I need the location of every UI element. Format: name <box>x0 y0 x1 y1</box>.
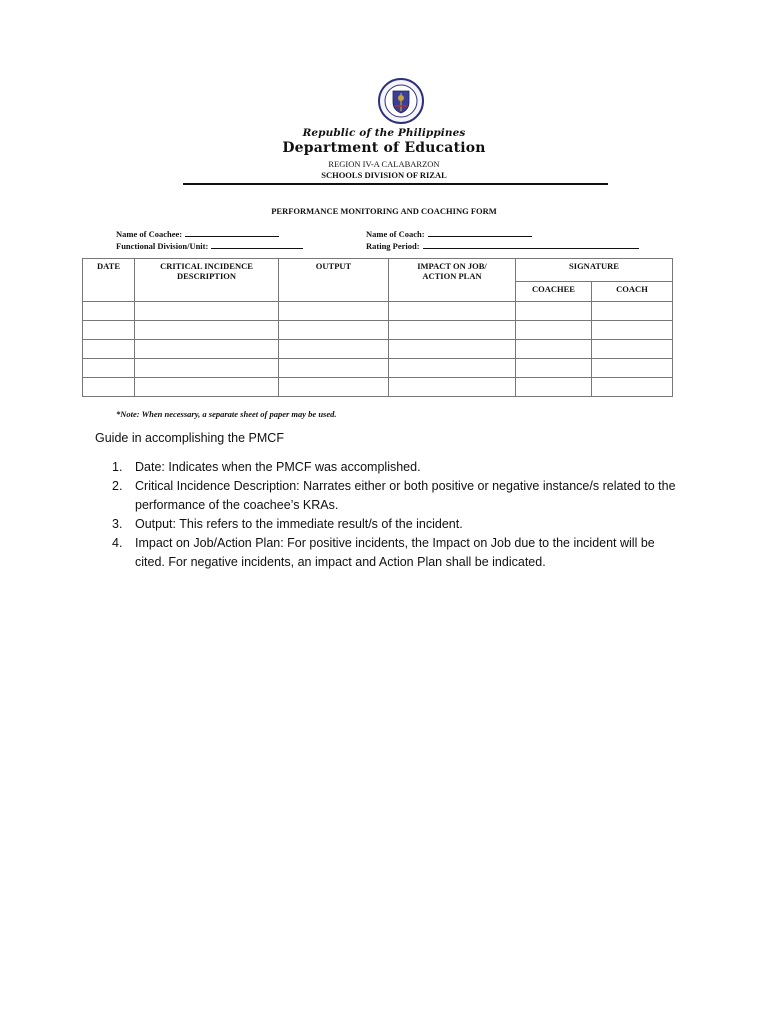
cell-impact[interactable] <box>389 378 516 397</box>
cell-impact[interactable] <box>389 359 516 378</box>
header-critical-line2: DESCRIPTION <box>176 271 237 281</box>
header-coach: COACH <box>592 282 673 302</box>
cell-coach-sign[interactable] <box>592 378 673 397</box>
header-output: OUTPUT <box>279 259 389 302</box>
cell-critical[interactable] <box>135 302 279 321</box>
cell-date[interactable] <box>83 302 135 321</box>
guide-list <box>95 458 680 572</box>
deped-seal-logo <box>378 78 424 124</box>
header-impact-line2: ACTION PLAN <box>422 271 482 281</box>
unit-label: Functional Division/Unit: <box>116 241 209 251</box>
cell-date[interactable] <box>83 321 135 340</box>
unit-field[interactable] <box>116 240 303 251</box>
period-input-line[interactable] <box>423 240 639 249</box>
header-signature: SIGNATURE <box>516 259 673 282</box>
cell-coachee-sign[interactable] <box>516 340 592 359</box>
cell-output[interactable] <box>279 340 389 359</box>
coach-input-line[interactable] <box>428 228 532 237</box>
cell-coach-sign[interactable] <box>592 340 673 359</box>
unit-input-line[interactable] <box>211 240 303 249</box>
cell-coach-sign[interactable] <box>592 359 673 378</box>
guide-item-number: 1. <box>112 460 123 474</box>
header-date: DATE <box>83 259 135 302</box>
cell-output[interactable] <box>279 302 389 321</box>
coachee-label: Name of Coachee: <box>116 229 183 239</box>
guide-item-number: 4. <box>112 536 123 550</box>
cell-coachee-sign[interactable] <box>516 302 592 321</box>
cell-coach-sign[interactable] <box>592 302 673 321</box>
guide-item-text: Date: Indicates when the PMCF was accomplished. <box>135 460 421 474</box>
header-impact-line1: IMPACT ON JOB/ <box>417 261 487 271</box>
period-label: Rating Period: <box>366 241 420 251</box>
table-row <box>83 321 673 340</box>
republic-heading: Republic of the Philippines <box>302 127 466 139</box>
cell-coachee-sign[interactable] <box>516 321 592 340</box>
cell-impact[interactable] <box>389 321 516 340</box>
cell-impact[interactable] <box>389 302 516 321</box>
guide-item <box>95 534 680 572</box>
header-divider <box>183 183 608 185</box>
header-coachee: COACHEE <box>516 282 592 302</box>
cell-coachee-sign[interactable] <box>516 359 592 378</box>
coachee-input-line[interactable] <box>185 228 279 237</box>
cell-critical[interactable] <box>135 359 279 378</box>
header-critical-line1: CRITICAL INCIDENCE <box>160 261 253 271</box>
table-note: *Note: When necessary, a separate sheet of paper may be used. <box>116 409 337 419</box>
guide-item <box>95 458 680 477</box>
guide-item-text: Critical Incidence Description: Narrates either or both positive or negative instance/s related to the performance of the coachee’s KRAs. <box>135 479 676 512</box>
coach-field[interactable] <box>366 228 532 239</box>
coach-label: Name of Coach: <box>366 229 425 239</box>
guide-item-text: Output: This refers to the immediate result/s of the incident. <box>135 517 463 531</box>
table-row <box>83 378 673 397</box>
period-field[interactable] <box>366 240 639 251</box>
cell-date[interactable] <box>83 378 135 397</box>
cell-coach-sign[interactable] <box>592 321 673 340</box>
cell-critical[interactable] <box>135 321 279 340</box>
guide-item-number: 2. <box>112 479 123 493</box>
department-heading: Department of Education <box>282 140 486 156</box>
cell-date[interactable] <box>83 340 135 359</box>
form-title: PERFORMANCE MONITORING AND COACHING FORM <box>271 206 497 216</box>
cell-critical[interactable] <box>135 378 279 397</box>
guide-item <box>95 515 680 534</box>
coachee-field[interactable] <box>116 228 279 239</box>
cell-output[interactable] <box>279 359 389 378</box>
header-critical-incidence <box>135 259 279 302</box>
division-heading: SCHOOLS DIVISION OF RIZAL <box>321 170 447 180</box>
cell-critical[interactable] <box>135 340 279 359</box>
table-row <box>83 302 673 321</box>
table-row <box>83 340 673 359</box>
guide-title: Guide in accomplishing the PMCF <box>95 431 284 445</box>
cell-date[interactable] <box>83 359 135 378</box>
header-impact <box>389 259 516 302</box>
pmcf-table <box>82 258 673 397</box>
cell-output[interactable] <box>279 378 389 397</box>
table-row <box>83 359 673 378</box>
region-heading: REGION IV-A CALABARZON <box>328 159 440 169</box>
cell-impact[interactable] <box>389 340 516 359</box>
guide-item <box>95 477 680 515</box>
cell-coachee-sign[interactable] <box>516 378 592 397</box>
guide-item-number: 3. <box>112 517 123 531</box>
cell-output[interactable] <box>279 321 389 340</box>
guide-item-text: Impact on Job/Action Plan: For positive incidents, the Impact on Job due to the incident will be cited. For negative incidents, an impact and Action Plan shall be indicated. <box>135 536 655 569</box>
